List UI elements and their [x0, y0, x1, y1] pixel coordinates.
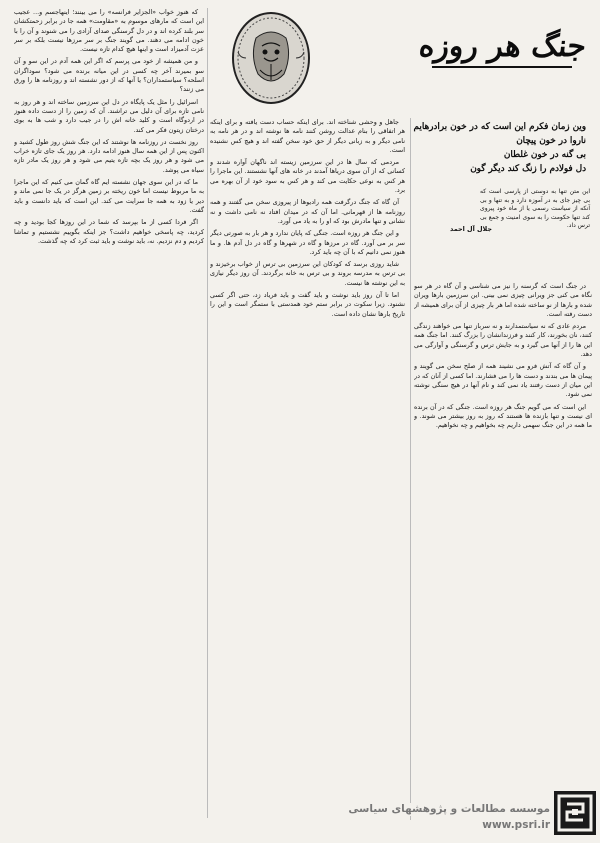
paragraph: شاید روزی برسد که کودکان این سرزمین بی ترس از خواب برخیزند و بی ترس به مدرسه بروند و بی ترس به خانه برگردند. آن روز دیگر نیازی به این نوشته ها نیست. — [210, 260, 405, 287]
paragraph: این است که می گویم جنگ هر روزه است. جنگی که در آن برنده ای نیست و تنها بازنده ها هستند که روز به روز بیشتر می شوند. و ما همه در این جنگ سهمی داریم چه بخواهیم و چه نخواهیم. — [414, 402, 592, 430]
institute-logo-icon — [553, 790, 597, 836]
column-divider — [207, 8, 208, 818]
paragraph: آن گاه که جنگ درگرفت همه رادیوها از پیروزی سخن می گفتند و همه روزنامه ها از قهرمانی. اما آن که در میدان افتاد نه نامی داشت و نه نشانی و تنها مادرش بود که او را به یاد می آورد. — [210, 198, 405, 225]
article-title: جنگ هر روزه — [417, 29, 588, 64]
institute-url[interactable]: www.psri.ir — [482, 819, 550, 831]
article-column-middle — [210, 118, 405, 820]
paragraph: و این جنگ هر روزه است. جنگی که پایان ندارد و هر بار به صورتی دیگر سر بر می آورد. گاه در مرزها و گاه در شهرها و گاه در دل آدم ها. و ما هنوز نمی دانیم که با آن چه باید کرد. — [210, 229, 405, 256]
paragraph: ما که در این سوی جهان نشسته ایم گاه گمان می کنیم که این ماجرا به ما مربوط نیست اما خون ریخته بر زمین هرگز در یک جا نمی ماند و دیر یا زود به همه جا سرایت می کند. این است که باید دانست و باید گفت. — [14, 178, 204, 214]
paragraph: که هنوز خواب «الجزایر فرانسه» را می بینند؛ اینهاجسم و... عجیب این است که مارهای موسوم به «مقاومت» همه جا در برابر زحمتکشان سر بلند کرده اند و در دل گرسنگی صدای آزادی را می شنوند و آن را با خون ادامه می دهند. می گویند جنگ بر سر مرزها نیست بلکه بر سر عزت آدمیزاد است و اینها هیچ کدام تازه نیست. — [14, 8, 204, 54]
institute-name: موسسه مطالعات و پژوهشهای سیاسی — [330, 803, 550, 816]
article-column-left — [14, 8, 204, 816]
poem-block — [386, 120, 586, 176]
paragraph: و آن گاه که آتش فرو می نشیند همه از صلح سخن می گویند و پیمان ها می بندند و دست ها را می فشارند. اما کسی از آنان که در این میان از دست رفتند یاد نمی کند و نام آنها در هیچ سنگی نوشته نمی شود. — [414, 362, 592, 399]
poem-line: بی گنه در خون غلطان — [503, 150, 586, 160]
ancient-coin-illustration — [226, 8, 316, 108]
paragraph: و من همیشه از خود می پرسم که اگر این همه آدم در این سو و آن سو بمیرند آخر چه کسی در این میانه برنده می شود؟ سوداگران اسلحه؟ سیاستمداران؟ یا آنها که از دور نشسته اند و روزنامه ها را ورق می زنند؟ — [14, 57, 204, 94]
title-underline — [432, 66, 572, 68]
epigraph-text: این متن تنها به دوستی از پارسی است که بی چیز جای به در آموزه دارد و به تنها و بی آنکه از سیاست رسمی یا از ماه خود پیروی کند تنها حکومت را به سوی امنیت و جمع بی ترس داد. — [480, 188, 590, 230]
paragraph: در جنگ است که گرسنه را نیز می شناسی و آن گاه در هر سو نگاه می کنی جز ویرانی چیزی نمی بینی. این سرزمین بارها ویران شده و بارها از نو ساخته شده اما هر بار چیزی از آن برای همیشه از دست رفته است. — [414, 282, 592, 318]
paragraph: اگر فردا کسی از ما بپرسد که شما در این روزها کجا بودید و چه کردید، چه پاسخی خواهیم داشت؟ جز اینکه بگوییم نشستیم و تماشا کردیم و دم نزدیم. نه، باید نوشت و باید ثبت کرد که چه گذشت. — [14, 218, 204, 245]
paragraph: اسرائیل را مثل یک پایگاه در دل این سرزمین ساخته اند و هر روز به نامی تازه برای آن دلیل می تراشند. آن که زمین را از دست داده هنوز در اردوگاه است و کلید خانه اش را در جیب دارد و شب ها به بوی درختان زیتون فکر می کند. — [14, 97, 204, 134]
paragraph: اما تا آن روز باید نوشت و باید گفت و باید فریاد زد، حتی اگر کسی نشنود. زیرا سکوت در برابر ستم خود همدستی با ستمگر است و این را تاریخ بارها نشان داده است. — [210, 291, 405, 318]
poem-line: ناروا در خون پیچان — [516, 136, 586, 146]
poem-line: دل فولادم را زنگ کند دیگر گون — [470, 164, 586, 174]
poem-line: وین زمان فکرم این است که در خون برادرهایم — [413, 122, 586, 132]
paragraph: مردمی که سال ها در این سرزمین زیسته اند ناگهان آواره شدند و کسانی که از آن سوی دریاها آمدند در خانه های آنها نشستند. این ماجرا را هر کس به نوعی حکایت می کند و هر کس به سود خود از آن بهره می برد. — [210, 158, 405, 195]
paragraph: جاهل و وحشی شناخته اند. برای اینکه حساب دست یافته و برای اینکه هر اتفاقی را بنام عدالت روشن کنند نامه ها نوشته اند و در هر نامه به نامی دیگر و به زبانی دیگر از حق خود سخن گفته اند و هیچ کس نشنیده است. — [210, 118, 405, 154]
author-name: جلال آل احمد — [450, 225, 492, 233]
article-column-right — [414, 282, 592, 802]
paragraph: روز نخست در روزنامه ها نوشتند که این جنگ شش روز طول کشید و اکنون پس از این همه سال هنوز ادامه دارد. هر روز یک جای تازه خراب می شود و هر روز یک بچه تازه یتیم می شود و هر روز یک مادر تازه سیاه می پوشد. — [14, 137, 204, 174]
paragraph: مردم عادی که نه سیاستمدارند و نه سرباز تنها می خواهند زندگی کنند، نان بخورند، کار کنند و فرزندانشان را بزرگ کنند. اما جنگ همه این ها را از آنها می گیرد و به جایش ترس و گرسنگی و آوارگی می دهد. — [414, 322, 592, 359]
column-divider — [410, 118, 411, 820]
